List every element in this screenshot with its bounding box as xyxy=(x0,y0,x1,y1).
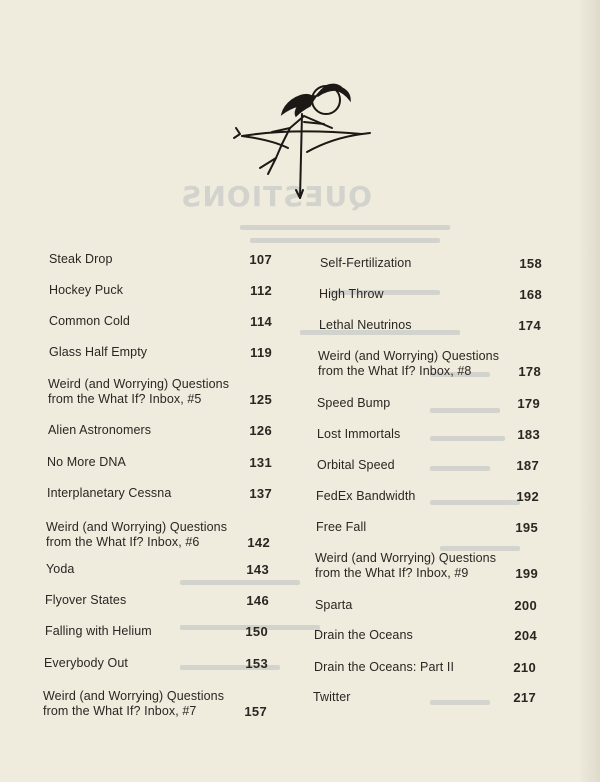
toc-entry-page: 126 xyxy=(249,423,272,438)
toc-entry[interactable] xyxy=(42,617,272,639)
toc-entry-page: 119 xyxy=(250,345,272,360)
toc-entry[interactable] xyxy=(42,338,272,360)
toc-entry-page: 204 xyxy=(514,628,537,643)
toc-entry[interactable] xyxy=(42,372,272,407)
toc-entry-title: Orbital Speed xyxy=(317,458,395,472)
toc-entry-page: 114 xyxy=(250,314,272,329)
toc-entry[interactable] xyxy=(312,249,544,271)
toc-entry-page: 125 xyxy=(249,392,272,407)
toc-entry[interactable] xyxy=(312,513,544,535)
toc-entry[interactable] xyxy=(42,649,272,671)
toc-entry-page: 199 xyxy=(515,566,538,581)
toc-entry[interactable] xyxy=(42,416,272,438)
toc-entry-page: 137 xyxy=(249,486,272,501)
toc-entry[interactable] xyxy=(312,389,544,411)
toc-entry-title: Alien Astronomers xyxy=(48,423,152,437)
toc-entry[interactable] xyxy=(312,311,544,333)
toc-entry-title: Yoda xyxy=(46,562,75,576)
toc-entry[interactable] xyxy=(312,683,544,705)
toc-entry-title: Self-Fertilization xyxy=(320,256,412,270)
toc-entry-title: Hockey Puck xyxy=(49,283,124,297)
toc-entry-page: 131 xyxy=(249,455,272,470)
bleed-through-heading: QUESTIONS xyxy=(180,180,372,213)
toc-entry-page: 210 xyxy=(513,660,536,675)
toc-entry-page: 217 xyxy=(513,690,536,705)
toc-entry-title: Drain the Oceans xyxy=(314,628,413,642)
toc-entry-page: 178 xyxy=(518,364,541,379)
toc-entry-title: Flyover States xyxy=(45,593,127,607)
toc-entry[interactable] xyxy=(312,621,544,643)
toc-entry-title: Interplanetary Cessna xyxy=(47,486,172,500)
toc-entry-title: Lethal Neutrinos xyxy=(319,318,412,332)
toc-entry[interactable] xyxy=(42,555,272,577)
toc-entry-title: Drain the Oceans: Part II xyxy=(314,660,455,674)
toc-entry[interactable] xyxy=(42,276,272,298)
page-edge-shadow xyxy=(578,0,600,782)
toc-entry-title: High Throw xyxy=(319,287,384,301)
toc-entry-title: Weird (and Worrying) Questions from the What If? Inbox, #9 xyxy=(315,551,497,580)
toc-entry-page: 187 xyxy=(516,458,539,473)
toc-entry[interactable] xyxy=(42,448,272,470)
toc-entry[interactable] xyxy=(312,591,544,613)
toc-entry[interactable] xyxy=(42,515,272,550)
toc-entry-title: Steak Drop xyxy=(49,252,113,266)
toc-entry-page: 157 xyxy=(244,704,267,719)
toc-entry-title: Weird (and Worrying) Questions from the What If? Inbox, #7 xyxy=(43,689,225,718)
toc-entry-page: 107 xyxy=(249,252,272,267)
toc-entry-page: 112 xyxy=(250,283,272,298)
toc-entry-title: Weird (and Worrying) Questions from the What If? Inbox, #5 xyxy=(48,377,230,406)
toc-entry-page: 143 xyxy=(246,562,269,577)
toc-entry-page: 174 xyxy=(518,318,541,333)
toc-entry-page: 146 xyxy=(246,593,269,608)
toc-entry-title: Falling with Helium xyxy=(45,624,152,638)
toc-entry[interactable] xyxy=(312,451,544,473)
toc-entry-title: No More DNA xyxy=(47,455,126,469)
toc-entry[interactable] xyxy=(312,653,544,675)
toc-entry-title: Free Fall xyxy=(316,520,367,534)
toc-entry-title: Weird (and Worrying) Questions from the What If? Inbox, #6 xyxy=(46,520,228,549)
toc-entry[interactable] xyxy=(42,683,272,719)
toc-entry-title: Sparta xyxy=(315,598,353,612)
toc-entry[interactable] xyxy=(312,482,544,504)
toc-entry[interactable] xyxy=(42,245,272,267)
toc-entry-page: 168 xyxy=(519,287,542,302)
toc-entry-page: 200 xyxy=(514,598,537,613)
toc-entry[interactable] xyxy=(312,280,544,302)
toc-entry-page: 192 xyxy=(516,489,539,504)
toc-entry-title: Common Cold xyxy=(49,314,130,328)
stick-figure-archer-icon xyxy=(232,70,382,200)
toc-entry[interactable] xyxy=(312,420,544,442)
toc-entry-title: Twitter xyxy=(313,690,351,704)
toc-entry-title: Speed Bump xyxy=(317,396,391,410)
toc-entry[interactable] xyxy=(42,586,272,608)
toc-entry[interactable] xyxy=(312,546,544,581)
toc-entry-page: 195 xyxy=(515,520,538,535)
toc-entry-page: 183 xyxy=(517,427,540,442)
toc-entry-title: FedEx Bandwidth xyxy=(316,489,416,503)
toc-entry-page: 158 xyxy=(519,256,542,271)
toc-entry-page: 142 xyxy=(247,535,270,550)
toc-entry-page: 150 xyxy=(245,624,268,639)
toc-entry-title: Lost Immortals xyxy=(317,427,401,441)
toc-entry-title: Glass Half Empty xyxy=(49,345,148,359)
toc-entry-title: Everybody Out xyxy=(44,656,128,670)
toc-entry[interactable] xyxy=(312,344,544,379)
toc-entry-page: 153 xyxy=(245,656,268,671)
toc-entry[interactable] xyxy=(42,479,272,501)
toc-entry-page: 179 xyxy=(517,396,540,411)
toc-entry[interactable] xyxy=(42,307,272,329)
toc-entry-title: Weird (and Worrying) Questions from the What If? Inbox, #8 xyxy=(318,349,500,378)
